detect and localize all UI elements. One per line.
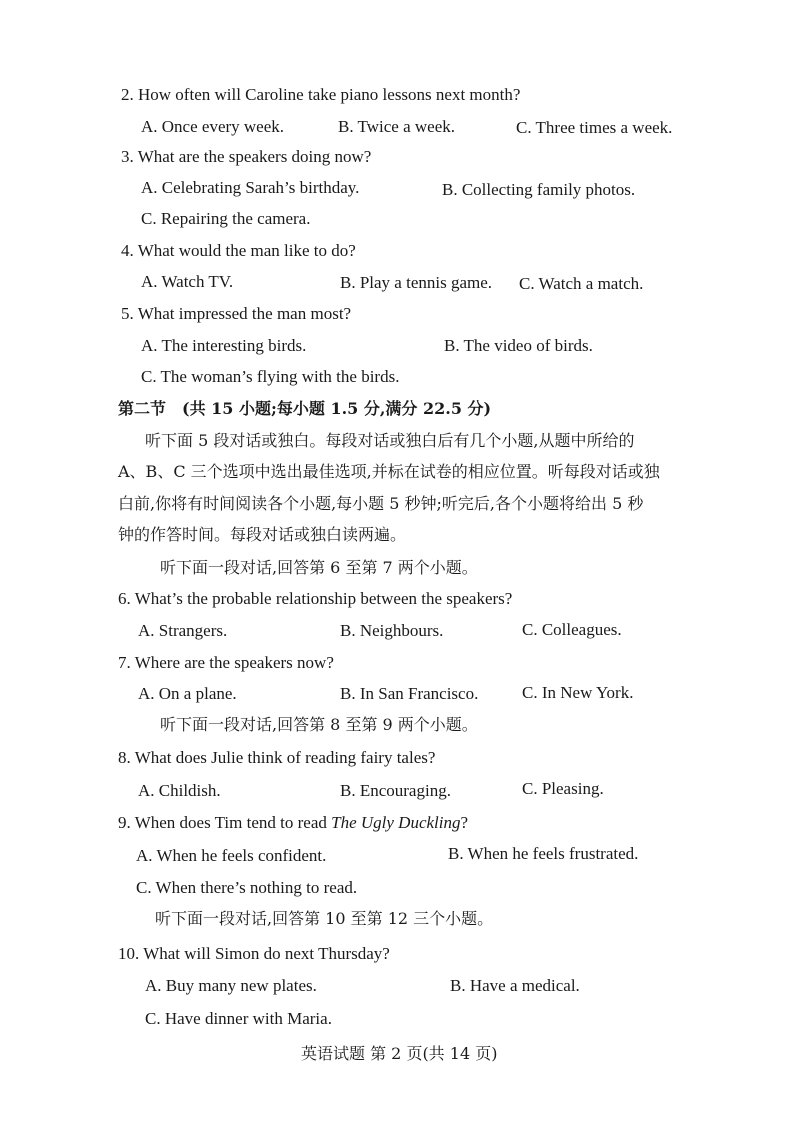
section-2-instruction-line: 听下面 5 段对话或独白。每段对话或独白后有几个小题,从题中所给的 [145, 431, 635, 450]
q6-option-b: B. Neighbours. [340, 621, 444, 640]
q7-option-b: B. In San Francisco. [340, 684, 479, 703]
q9-option-c: C. When there’s nothing to read. [136, 878, 358, 897]
question-2: 2. How often will Caroline take piano lessons next month? [121, 85, 521, 104]
section-2-heading: 第二节 (共 15 小题;每小题 1.5 分,满分 22.5 分) [118, 399, 492, 418]
q3-option-c: C. Repairing the camera. [141, 209, 311, 228]
q4-option-a: A. Watch TV. [141, 272, 234, 291]
question-6: 6. What’s the probable relationship between the speakers? [118, 589, 513, 608]
question-9-mark: ? [460, 813, 469, 832]
question-10: 10. What will Simon do next Thursday? [118, 944, 390, 963]
page-footer: 英语试题 第 2 页(共 14 页) [301, 1044, 498, 1063]
section-2-instruction-line: A、B、C 三个选项中选出最佳选项,并标在试卷的相应位置。听每段对话或独 [118, 462, 660, 481]
q8-option-a: A. Childish. [138, 781, 221, 800]
q7-option-c: C. In New York. [522, 683, 634, 702]
q2-option-a: A. Once every week. [141, 117, 285, 136]
question-4: 4. What would the man like to do? [121, 241, 356, 260]
q5-option-b: B. The video of birds. [444, 336, 593, 355]
q4-option-c: C. Watch a match. [519, 274, 644, 293]
dialog-prompt-6-7: 听下面一段对话,回答第 6 至第 7 两个小题。 [160, 558, 478, 577]
question-9 [118, 812, 468, 834]
q9-option-a: A. When he feels confident. [136, 846, 327, 865]
question-9-text: 9. When does Tim tend to read [118, 813, 332, 832]
q6-option-c: C. Colleagues. [522, 620, 622, 639]
q2-option-c: C. Three times a week. [516, 118, 673, 137]
question-3: 3. What are the speakers doing now? [121, 147, 372, 166]
section-2-instruction-line: 钟的作答时间。每段对话或独白读两遍。 [118, 525, 407, 544]
dialog-prompt-8-9: 听下面一段对话,回答第 8 至第 9 两个小题。 [160, 715, 478, 734]
q3-option-b: B. Collecting family photos. [442, 180, 636, 199]
q3-option-a: A. Celebrating Sarah’s birthday. [141, 178, 360, 197]
question-8: 8. What does Julie think of reading fairy tales? [118, 748, 436, 767]
q10-option-c: C. Have dinner with Maria. [145, 1009, 332, 1028]
q8-option-c: C. Pleasing. [522, 779, 604, 798]
q8-option-b: B. Encouraging. [340, 781, 451, 800]
q7-option-a: A. On a plane. [138, 684, 237, 703]
q10-option-b: B. Have a medical. [450, 976, 580, 995]
question-7: 7. Where are the speakers now? [118, 653, 334, 672]
dialog-prompt-10-12: 听下面一段对话,回答第 10 至第 12 三个小题。 [155, 909, 494, 928]
q5-option-c: C. The woman’s flying with the birds. [141, 367, 400, 386]
q2-option-b: B. Twice a week. [338, 117, 455, 136]
question-5: 5. What impressed the man most? [121, 304, 352, 323]
q6-option-a: A. Strangers. [138, 621, 228, 640]
q9-option-b: B. When he feels frustrated. [448, 844, 639, 863]
q10-option-a: A. Buy many new plates. [145, 976, 317, 995]
q4-option-b: B. Play a tennis game. [340, 273, 493, 292]
q5-option-a: A. The interesting birds. [141, 336, 307, 355]
book-title: The Ugly Duckling [331, 813, 461, 832]
section-2-instruction-line: 白前,你将有时间阅读各个小题,每小题 5 秒钟;听完后,各个小题将给出 5 秒 [118, 494, 644, 513]
